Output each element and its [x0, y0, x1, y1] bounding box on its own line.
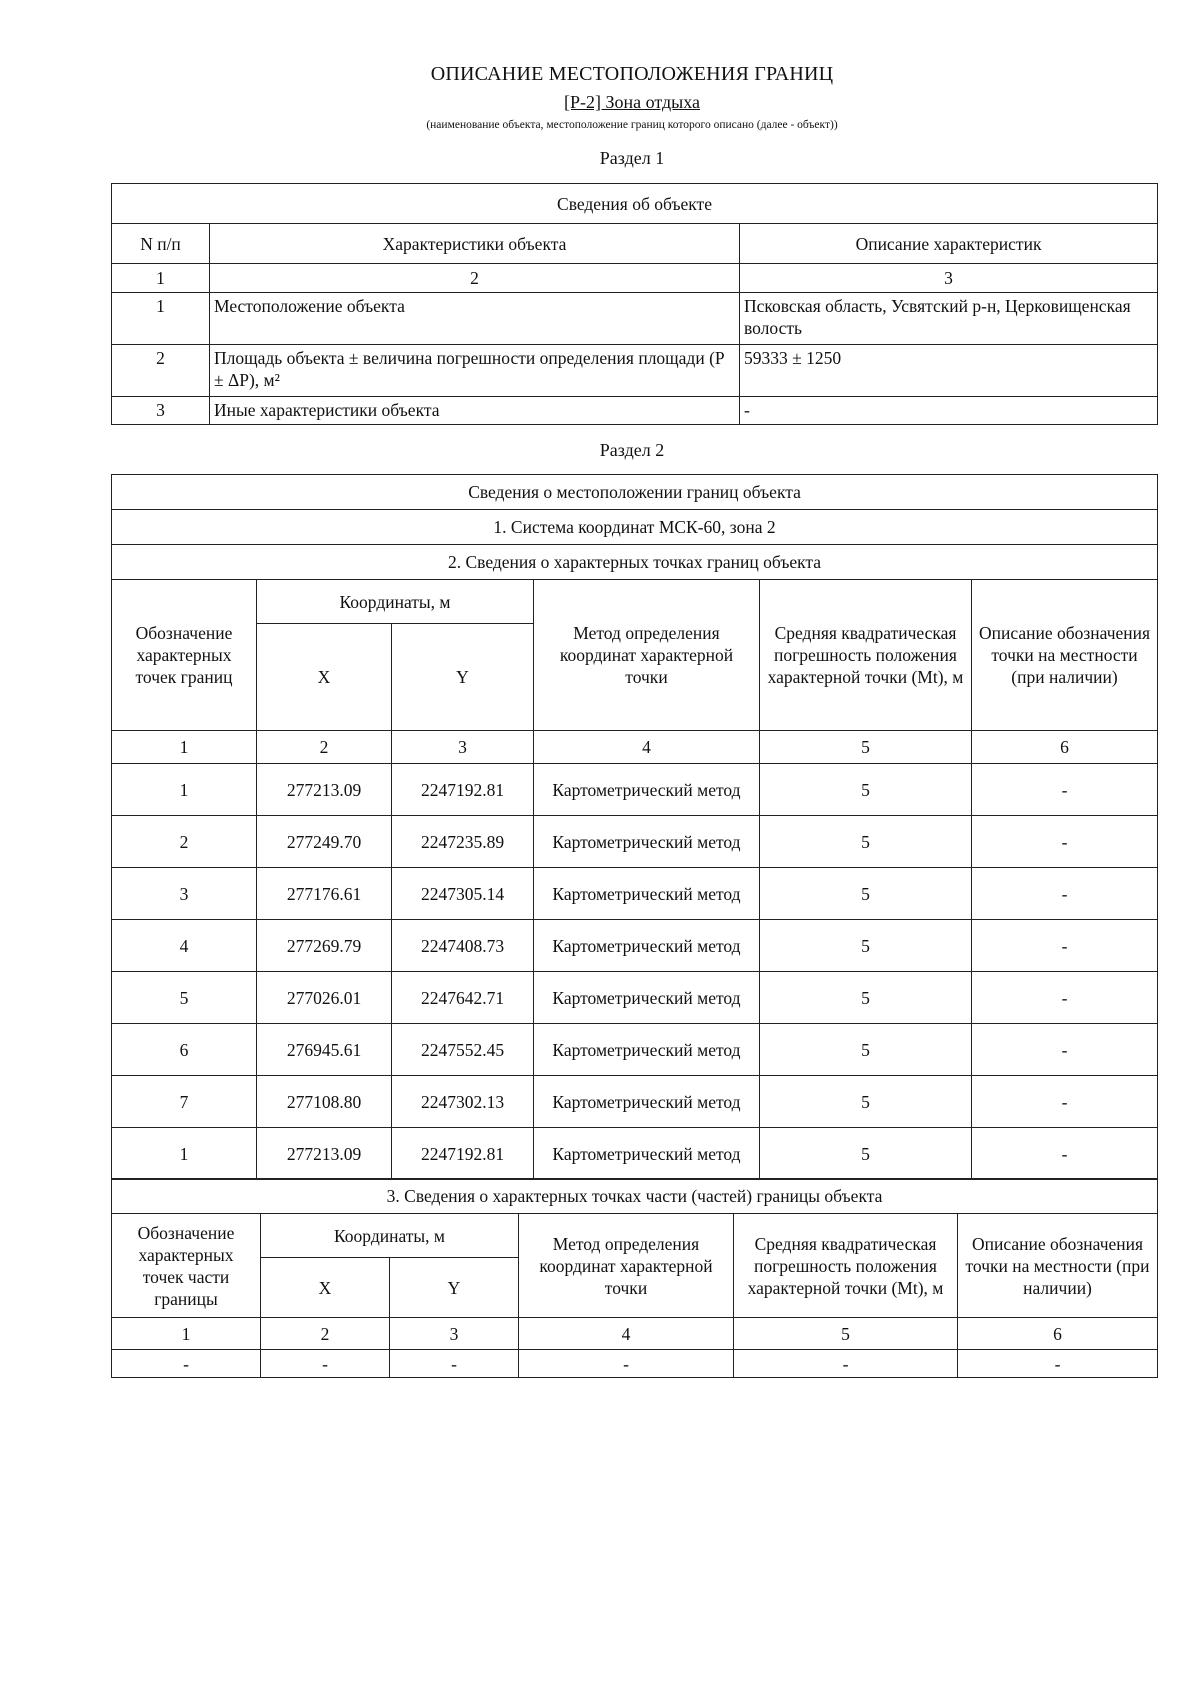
point-y: 2247408.73: [392, 920, 534, 972]
point-y: 2247305.14: [392, 868, 534, 920]
point-mt: 5: [760, 1076, 972, 1128]
col-number: 2: [210, 264, 740, 293]
point-method: Картометрический метод: [534, 1076, 760, 1128]
col-header-description: Описание характеристик: [740, 224, 1158, 264]
point-mt: 5: [760, 816, 972, 868]
empty-cell: -: [958, 1350, 1158, 1378]
table-row: [112, 868, 1158, 920]
point-desc: -: [972, 972, 1158, 1024]
col-number: 1: [112, 731, 257, 764]
point-y: 2247192.81: [392, 1128, 534, 1180]
point-method: Картометрический метод: [534, 816, 760, 868]
point-desc: -: [972, 1076, 1158, 1128]
empty-cell: -: [112, 1350, 261, 1378]
section1-label: Раздел 1: [599, 148, 665, 168]
empty-cell: -: [734, 1350, 958, 1378]
characteristic-name: Площадь объекта ± величина погрешности определения площади (Р ± ΔР), м²: [210, 345, 740, 397]
points-title: 2. Сведения о характерных точках границ объекта: [112, 545, 1158, 580]
col-number: 1: [112, 264, 210, 293]
col-number: 2: [261, 1318, 390, 1350]
header-y: Y: [390, 1258, 519, 1318]
header-x: X: [261, 1258, 390, 1318]
object-caption: (наименование объекта, местоположение границ которого описано (далее - объект)): [426, 119, 838, 131]
header-y: Y: [392, 624, 534, 731]
object-info-title: Сведения об объекте: [112, 184, 1158, 224]
point-desc: -: [972, 1128, 1158, 1180]
point-x: 277176.61: [257, 868, 392, 920]
point-id: 7: [112, 1076, 257, 1128]
point-y: 2247192.81: [392, 764, 534, 816]
table-row: [112, 972, 1158, 1024]
col-number: 3: [390, 1318, 519, 1350]
header-description: Описание обозначения точки на местности (при наличии): [958, 1214, 1158, 1318]
table-row: [112, 1350, 1158, 1378]
part-points-title: 3. Сведения о характерных точках части (частей) границы объекта: [112, 1179, 1158, 1214]
point-desc: -: [972, 1024, 1158, 1076]
point-x: 277213.09: [257, 1128, 392, 1180]
table-row: [112, 816, 1158, 868]
point-desc: -: [972, 920, 1158, 972]
point-mt: 5: [760, 920, 972, 972]
table-row: [112, 293, 1158, 345]
point-x: 276945.61: [257, 1024, 392, 1076]
point-id: 6: [112, 1024, 257, 1076]
point-x: 277269.79: [257, 920, 392, 972]
point-desc: -: [972, 816, 1158, 868]
header-coords: Координаты, м: [261, 1214, 519, 1258]
coordinate-system: 1. Система координат МСК-60, зона 2: [112, 510, 1158, 545]
empty-cell: -: [261, 1350, 390, 1378]
header-designation: Обозначение характерных точек границ: [112, 580, 257, 731]
point-x: 277213.09: [257, 764, 392, 816]
table-row: [112, 764, 1158, 816]
header-method: Метод определения координат характерной точки: [534, 580, 760, 731]
part-boundary-points-table: [111, 1178, 1158, 1378]
object-info-table: [111, 183, 1158, 425]
header-description: Описание обозначения точки на местности (при наличии): [972, 580, 1158, 731]
point-x: 277249.70: [257, 816, 392, 868]
col-header-characteristics: Характеристики объекта: [210, 224, 740, 264]
col-number: 5: [760, 731, 972, 764]
point-id: 1: [112, 1128, 257, 1180]
point-x: 277026.01: [257, 972, 392, 1024]
characteristic-value: Псковская область, Усвятский р-н, Церковищенская волость: [740, 293, 1158, 345]
object-name: [Р-2] Зона отдыха: [563, 92, 701, 112]
point-mt: 5: [760, 868, 972, 920]
characteristic-value: 59333 ± 1250: [740, 345, 1158, 397]
point-method: Картометрический метод: [534, 764, 760, 816]
col-number: 4: [534, 731, 760, 764]
boundary-info-title: Сведения о местоположении границ объекта: [112, 475, 1158, 510]
section2-label: Раздел 2: [599, 440, 665, 460]
empty-cell: -: [390, 1350, 519, 1378]
col-number: 1: [112, 1318, 261, 1350]
col-number: 3: [740, 264, 1158, 293]
col-header-n: N п/п: [112, 224, 210, 264]
table-row: [112, 920, 1158, 972]
table-row: [112, 345, 1158, 397]
header-error: Средняя квадратическая погрешность положения характерной точки (Mt), м: [760, 580, 972, 731]
header-x: X: [257, 624, 392, 731]
col-number: 2: [257, 731, 392, 764]
col-number: 6: [958, 1318, 1158, 1350]
header-coords: Координаты, м: [257, 580, 534, 624]
point-method: Картометрический метод: [534, 1128, 760, 1180]
point-y: 2247642.71: [392, 972, 534, 1024]
point-mt: 5: [760, 1024, 972, 1076]
point-y: 2247552.45: [392, 1024, 534, 1076]
point-mt: 5: [760, 1128, 972, 1180]
characteristic-name: Иные характеристики объекта: [210, 397, 740, 425]
point-y: 2247302.13: [392, 1076, 534, 1128]
characteristic-name: Местоположение объекта: [210, 293, 740, 345]
characteristic-value: -: [740, 397, 1158, 425]
row-number: 2: [112, 345, 210, 397]
document-title: ОПИСАНИЕ МЕСТОПОЛОЖЕНИЯ ГРАНИЦ: [430, 63, 834, 85]
point-method: Картометрический метод: [534, 972, 760, 1024]
point-desc: -: [972, 868, 1158, 920]
point-id: 3: [112, 868, 257, 920]
header-designation: Обозначение характерных точек части границы: [112, 1214, 261, 1318]
point-method: Картометрический метод: [534, 1024, 760, 1076]
empty-cell: -: [519, 1350, 734, 1378]
col-number: 3: [392, 731, 534, 764]
row-number: 1: [112, 293, 210, 345]
point-id: 2: [112, 816, 257, 868]
table-row: [112, 1128, 1158, 1180]
header-error: Средняя квадратическая погрешность положения характерной точки (Mt), м: [734, 1214, 958, 1318]
row-number: 3: [112, 397, 210, 425]
col-number: 4: [519, 1318, 734, 1350]
point-id: 4: [112, 920, 257, 972]
header-method: Метод определения координат характерной точки: [519, 1214, 734, 1318]
point-y: 2247235.89: [392, 816, 534, 868]
table-row: [112, 397, 1158, 425]
point-method: Картометрический метод: [534, 920, 760, 972]
point-x: 277108.80: [257, 1076, 392, 1128]
point-id: 5: [112, 972, 257, 1024]
col-number: 5: [734, 1318, 958, 1350]
table-row: [112, 1024, 1158, 1076]
boundary-points-table: [111, 474, 1158, 1180]
point-mt: 5: [760, 972, 972, 1024]
table-row: [112, 1076, 1158, 1128]
point-mt: 5: [760, 764, 972, 816]
point-id: 1: [112, 764, 257, 816]
point-desc: -: [972, 764, 1158, 816]
point-method: Картометрический метод: [534, 868, 760, 920]
col-number: 6: [972, 731, 1158, 764]
